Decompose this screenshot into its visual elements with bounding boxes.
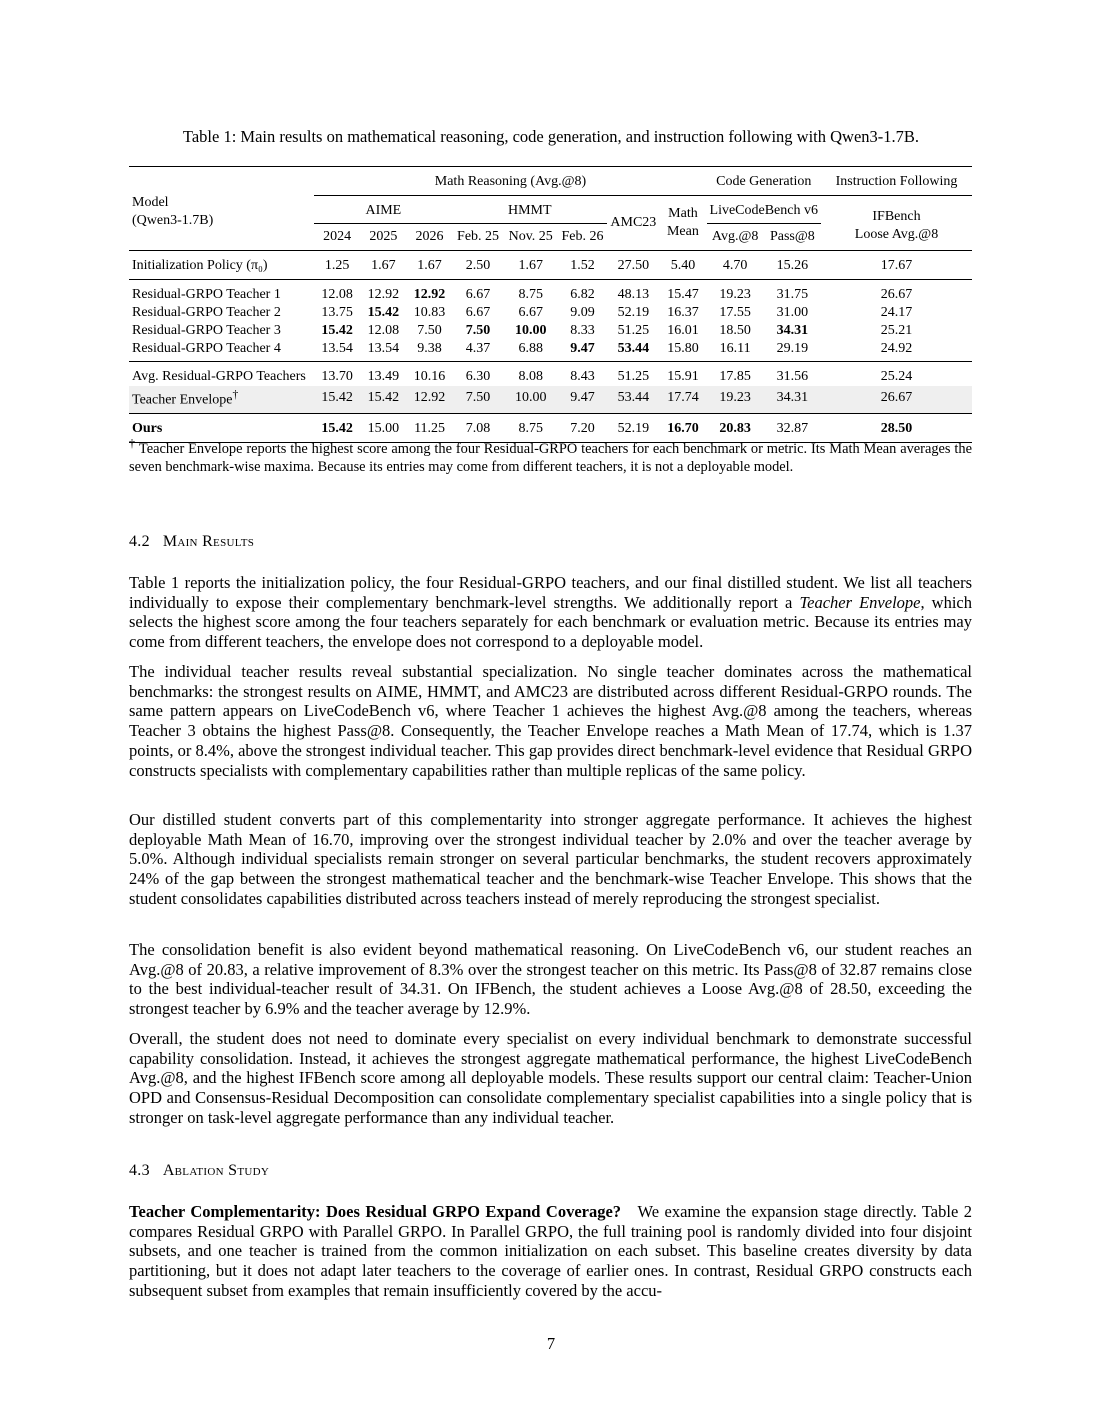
paragraph-4: The consolidation benefit is also evident beyond mathematical reasoning. On LiveCodeBench v6, our student reaches an Avg.@8 of 20.83, a relative improvement of 8.3% over the strongest teacher on this metric. Its Pass@8 of 32.87 remains close to the best individual-teacher result of 34.31. On IFBench, the student achieves a Loose Avg.@8 of 28.50, exceeding the strongest teacher by 6.9% and the teacher average by 12.9%.	[129, 940, 972, 1019]
table-cell: 24.17	[880, 305, 913, 320]
table-cell: 19.23	[707, 280, 764, 305]
row-label: Residual-GRPO Teacher 2	[132, 305, 281, 320]
table-row	[129, 304, 972, 322]
table-cell: 12.92	[407, 280, 452, 305]
row-label: Avg. Residual-GRPO Teachers	[129, 362, 314, 387]
sub-header: Pass@8	[769, 229, 815, 244]
table-cell: 53.44	[607, 386, 659, 413]
row-label: Initialization Policy (π₀)	[129, 251, 314, 280]
model-subheader: (Qwen3-1.7B)	[132, 212, 214, 228]
table-cell: 28.50	[821, 413, 972, 442]
table-cell: 7.50	[452, 386, 504, 413]
table-cell: 1.67	[407, 251, 452, 280]
table-cell: 16.37	[667, 305, 699, 320]
table-row	[129, 251, 972, 280]
table-cell: 16.70	[659, 413, 706, 442]
table-cell: 26.67	[821, 386, 972, 413]
amc23-header: AMC23	[610, 215, 657, 230]
table-cell: 51.25	[617, 323, 650, 338]
hmmt-header: HMMT	[452, 196, 607, 224]
table-cell: 25.24	[821, 362, 972, 387]
table-cell: 8.08	[504, 362, 558, 387]
table-cell: 17.85	[707, 362, 764, 387]
table-cell: 34.31	[764, 386, 821, 413]
table-cell: 7.50	[465, 323, 491, 338]
table-cell: 7.20	[558, 413, 608, 442]
table-cell: 9.38	[417, 341, 442, 356]
results-table	[129, 166, 972, 443]
table-cell: 13.49	[360, 362, 407, 387]
table-row	[129, 340, 972, 362]
table-cell: 12.92	[360, 280, 407, 305]
section-heading-4-3: 4.3 Ablation Study	[129, 1162, 270, 1179]
table-cell: 15.47	[659, 280, 706, 305]
paragraph-6: Teacher Complementarity: Does Residual GRPO Expand Coverage? We examine the expansion stage directly. Table 2 compares Residual GRPO with Parallel GRPO. In Parallel GRPO, the full training pool is randomly divided into four disjoint subsets, and one teacher is trained from the common initialization on each subset. This baseline creates diversity by data partitioning, but it does not adapt later teachers to the coverage of earlier ones. In contrast, Residual GRPO constructs each subsequent subset from examples that remain insufficiently covered by the accu-	[129, 1202, 972, 1300]
code-group-header: Code Generation	[707, 167, 821, 196]
page-number: 7	[546, 1334, 556, 1353]
math-group-header: Math Reasoning (Avg.@8)	[314, 167, 706, 196]
table-cell: 6.30	[452, 362, 504, 387]
table-row	[129, 386, 972, 413]
table-cell: 13.54	[367, 341, 400, 356]
ifbench-header: IFBench	[872, 209, 921, 224]
table-cell: 4.70	[707, 251, 764, 280]
paragraph-3: Our distilled student converts part of this complementarity into stronger aggregate performance. It achieves the highest deployable Math Mean of 16.70, improving over the strongest individual teacher by 2.0% and over the teacher average by 5.0%. Although individual specialists remain stronger on several particular benchmarks, the student recovers approximately 24% of the gap between the strongest mathematical teacher and the benchmark-wise Teacher Envelope. This shows that the student consolidates capabilities distributed across teachers instead of merely reproducing the strongest specialist.	[129, 810, 972, 908]
row-label: Ours	[129, 413, 314, 442]
table-cell: 4.37	[465, 341, 491, 356]
table-cell: 15.80	[667, 341, 699, 356]
sub-header: 2025	[369, 229, 398, 244]
table-cell: 8.43	[558, 362, 608, 387]
table-cell: 15.42	[314, 413, 359, 442]
table-cell: 16.01	[667, 323, 699, 338]
table-cell: 8.75	[504, 280, 558, 305]
table-cell: 8.33	[570, 323, 595, 338]
table-cell: 12.08	[367, 323, 400, 338]
paragraph-1: Table 1 reports the initialization policy, the four Residual-GRPO teachers, and our final distilled student. We list all teachers individually to expose their complementary benchmark-level strengths. We additionally report a Teacher Envelope, which selects the highest score among the four teachers separately for each benchmark or evaluation metric. Because its entries may come from different teachers, the envelope does not correspond to a deployable model.	[129, 573, 973, 652]
table-cell: 48.13	[607, 280, 659, 305]
paragraph-5: Overall, the student does not need to dominate every specialist on every individual benchmark to demonstrate successful capability consolidation. Instead, it achieves the strongest aggregate mathematical performance, the highest LiveCodeBench Avg.@8, and the highest IFBench score among all deployable models. These results support our central claim: Teacher-Union OPD and Consensus-Residual Decomposition can consolidate complementary specialist capabilities into a single policy that is stronger on task-level aggregate performance than any individual teacher.	[129, 1029, 972, 1127]
table-cell: 12.08	[314, 280, 359, 305]
table-cell: 13.54	[321, 341, 353, 356]
table-cell: 34.31	[776, 323, 809, 338]
table-cell: 24.92	[880, 341, 913, 356]
table-cell: 13.75	[321, 305, 353, 320]
table-cell: 7.50	[417, 323, 442, 338]
table-cell: 53.44	[617, 341, 650, 356]
table-cell: 1.25	[314, 251, 359, 280]
table-cell: 6.67	[452, 280, 504, 305]
table-cell: 11.25	[407, 413, 452, 442]
table-cell: 9.47	[558, 386, 608, 413]
table-cell: 6.67	[518, 305, 543, 320]
table-cell: 7.08	[452, 413, 504, 442]
table-cell: 13.70	[314, 362, 359, 387]
table-cell: 9.47	[570, 341, 595, 356]
table-cell: 15.00	[360, 413, 407, 442]
table-cell: 16.11	[719, 341, 751, 356]
table-cell: 1.67	[360, 251, 407, 280]
table-cell: 15.42	[314, 386, 359, 413]
table-cell: 18.50	[719, 323, 751, 338]
row-label: Residual-GRPO Teacher 4	[132, 341, 281, 356]
lcb-header: LiveCodeBench v6	[707, 196, 821, 224]
sub-header: 2026	[415, 229, 444, 244]
table-row	[129, 322, 972, 340]
table-cell: 15.26	[764, 251, 821, 280]
row-label: Residual-GRPO Teacher 3	[132, 323, 281, 338]
sub-header: Feb. 25	[457, 229, 500, 244]
table-cell: 10.00	[514, 323, 547, 338]
loose-header: Loose Avg.@8	[854, 227, 939, 242]
table-cell: 6.82	[558, 280, 608, 305]
table-cell: 51.25	[607, 362, 659, 387]
table-cell: 2.50	[452, 251, 504, 280]
table-cell: 20.83	[707, 413, 764, 442]
table-cell: 15.42	[321, 323, 353, 338]
table-caption: Table 1: Main results on mathematical reasoning, code generation, and instruction following with Qwen3-1.7B.	[182, 127, 920, 146]
table-cell: 26.67	[821, 280, 972, 305]
sub-header: 2024	[323, 229, 352, 244]
table-cell: 10.83	[413, 305, 446, 320]
table-cell: 25.21	[880, 323, 913, 338]
table-cell: 19.23	[707, 386, 764, 413]
table-cell: 31.00	[776, 305, 809, 320]
section-heading-4-2: 4.2 Main Results	[129, 533, 255, 550]
table-cell: 17.55	[719, 305, 751, 320]
table-cell: 9.09	[570, 305, 595, 320]
table-row	[129, 362, 972, 387]
table-cell: 29.19	[776, 341, 809, 356]
math-mean-header: Math	[668, 206, 698, 221]
table-cell: 10.16	[407, 362, 452, 387]
sub-header: Nov. 25	[508, 229, 553, 244]
table-cell: 12.92	[407, 386, 452, 413]
math-mean-header-2: Mean	[666, 224, 699, 239]
table-cell: 52.19	[607, 413, 659, 442]
model-header: Model	[132, 194, 169, 210]
sub-header: Avg.@8	[711, 229, 759, 244]
table-cell: 17.74	[659, 386, 706, 413]
table-cell: 15.42	[360, 386, 407, 413]
table-cell: 27.50	[607, 251, 659, 280]
row-label: Teacher Envelope†	[129, 386, 314, 413]
table-cell: 1.52	[558, 251, 608, 280]
table-cell: 17.67	[821, 251, 972, 280]
table-cell: 6.67	[465, 305, 491, 320]
row-label: Residual-GRPO Teacher 1	[129, 280, 314, 305]
table-cell: 6.88	[518, 341, 543, 356]
table-cell: 32.87	[764, 413, 821, 442]
table-cell: 1.67	[504, 251, 558, 280]
table-cell: 5.40	[659, 251, 706, 280]
table-cell: 31.75	[764, 280, 821, 305]
table-cell: 52.19	[617, 305, 650, 320]
table-cell: 15.42	[367, 305, 400, 320]
paragraph-2: The individual teacher results reveal substantial specialization. No single teacher dominates across the mathematical benchmarks: the strongest results on AIME, HMMT, and AMC23 are distributed across different Residual-GRPO rounds. The same pattern appears on LiveCodeBench v6, where Teacher 1 achieves the highest Avg.@8 among the teachers, whereas Teacher 3 obtains the highest Pass@8. Consequently, the Teacher Envelope reaches a Math Mean of 17.74, which is 1.37 points, or 8.4%, above the strongest individual teacher. This gap provides direct benchmark-level evidence that Residual GRPO constructs specialists with complementary capabilities rather than multiple replicas of the same policy.	[129, 662, 972, 780]
if-group-header: Instruction Following	[821, 167, 972, 196]
table-footnote: † Teacher Envelope reports the highest score among the four Residual-GRPO teachers for each benchmark or metric. Its Math Mean averages the seven benchmark-wise maxima. Because its entries may come from different teachers, it is not a deployable model.	[129, 436, 973, 475]
sub-header: Feb. 26	[561, 229, 604, 244]
table-cell: 31.56	[764, 362, 821, 387]
table-cell: 15.91	[659, 362, 706, 387]
table-cell: 10.00	[504, 386, 558, 413]
aime-header: AIME	[314, 196, 452, 224]
table-cell: 8.75	[504, 413, 558, 442]
table-row	[129, 280, 972, 305]
